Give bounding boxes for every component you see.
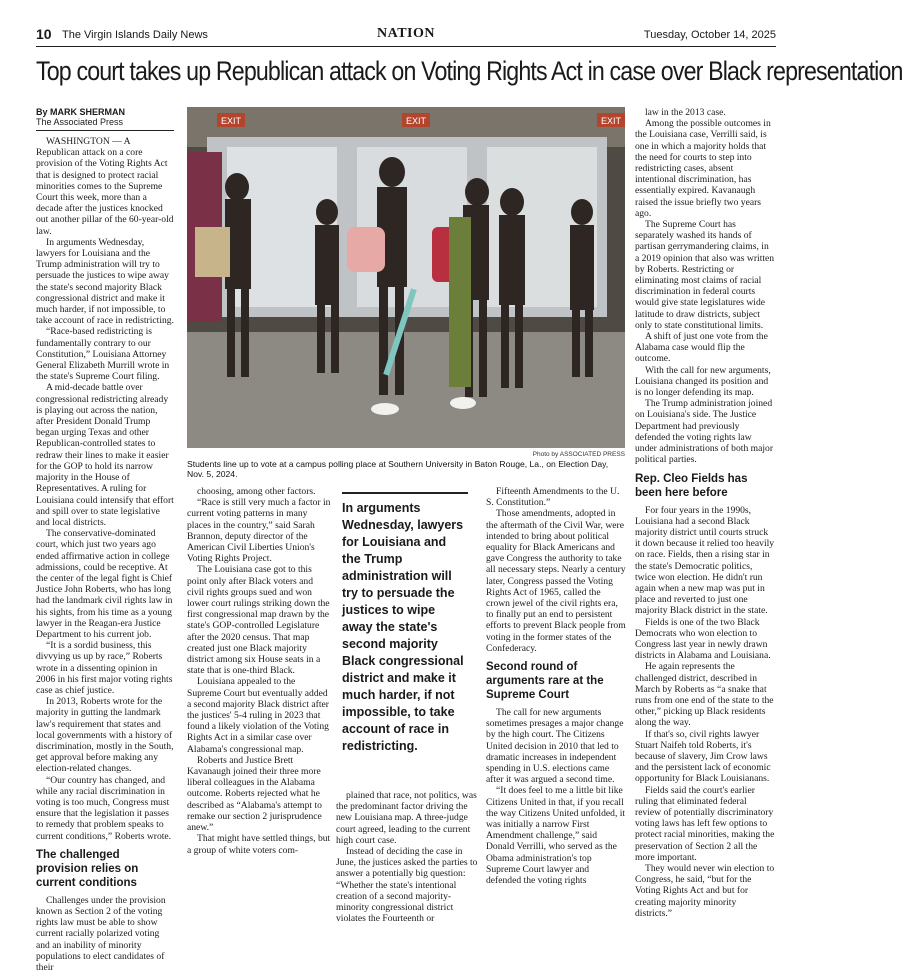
col5-body [635, 107, 775, 466]
paragraph: “Race is still very much a factor in current voting patterns in many places in the country,” said Sarah Brannon, deputy director of the American Civil Liberties Union's Voting Rights Project. [187, 497, 331, 565]
paragraph: Those amendments, adopted in the aftermath of the Civil War, were intended to bring about political equality for Black Americans and gave Congress the authority to take all necessary steps. Nearly a century later, Congress passed the Voting Rights Act of 1965, called the crown jewel of the civil rights era, to finally put an end to persistent efforts to prevent Black people from voting in the former states of the Confederacy. [486, 508, 626, 654]
paragraph: For four years in the 1990s, Louisiana had a second Black majority district until courts struck it down because it relied too heavily on race. Fields, then a rising star in the state's Democratic politics, twice won election. He didn't run again when a new map was put in place and reverted to just one majority Black district in the state. [635, 504, 775, 617]
paragraph: plained that race, not politics, was the predominant factor driving the new Louisiana map. A three-judge court agreed, leading to the current high court case. [336, 790, 477, 846]
paragraph: choosing, among other factors. [197, 486, 316, 497]
photo-caption: Students line up to vote at a campus polling place at Southern University in Baton Rouge, La., on Election Day, Nov. 5, 2024. [187, 459, 609, 479]
paragraph: They would never win election to Congress, he said, “but for the Voting Rights Act and but for creating majority minority districts.” [635, 863, 775, 919]
paragraph: He again represents the challenged district, described in March by Roberts as “a snake that runs from one end of the state to the other,” picking up Black residents along the way. [635, 661, 774, 729]
article-column-4 [486, 486, 626, 885]
paragraph: Instead of deciding the case in June, the justices asked the parties to answer a potentially big question: “Whether the state's intentional creation of a second majority-minority congressional district violates the Fourteenth or [336, 846, 478, 925]
exit-sign-left: EXIT [220, 116, 242, 126]
paragraph: Roberts and Justice Brett Kavanaugh joined their three more liberal colleagues in the Alabama outcome. Roberts rejected what he described as “Alabama's attempt to remake our section 2 jurisprudence anew.” [187, 754, 322, 834]
page-number: 10 [36, 26, 52, 42]
pull-quote: In arguments Wednesday, lawyers for Louisiana and the Trump administration will try to persuade the justices to wipe away the state's second majority Black congressional district and make it much harder, if not impossible, to take account of race in redistricting. [342, 492, 468, 755]
paragraph: “Race-based redistricting is fundamentally contrary to our Constitution,” Louisiana Attorney General Elizabeth Murrill wrote in the state's Supreme Court filing. [36, 326, 170, 383]
paragraph: That might have settled things, but a group of white voters com- [187, 833, 331, 856]
headline: Top court takes up Republican attack on Voting Rights Act in case over Black representation [36, 56, 903, 86]
col1-body-after [36, 895, 174, 973]
col1-body [36, 136, 174, 842]
paragraph: “It does feel to me a little bit like Citizens United in that, if you recall the way Citizens United unfolded, it was initially a narrow First Amendment challenge,” said Donald Verrilli, who served as the Obama administration's top Supreme Court lawyer and defended the voting rights [486, 785, 626, 887]
article-column-5 [635, 107, 775, 919]
paper-name: The Virgin Islands Daily News [62, 29, 208, 41]
byline: By MARK SHERMAN [36, 107, 126, 117]
paragraph: Among the possible outcomes in the Louisiana case, Verrilli said, is one in which a majority holds that the need for courts to step into redistricting cases, absent intentional discrimination, has essentially expired. Kavanaugh raised the issue briefly two years ago. [635, 118, 771, 219]
paragraph: If that's so, civil rights lawyer Stuart Naifeh told Roberts, it's because of slavery, Jim Crow laws and the persistent lack of economic opportunity for Black Louisianans. [635, 728, 771, 785]
article-column-1 [36, 107, 174, 973]
paragraph: A shift of just one vote from the Alabama case would flip the outcome. [635, 331, 768, 365]
exit-sign-center: EXIT [405, 116, 427, 126]
section-name: NATION [377, 26, 435, 41]
paragraph: WASHINGTON — A Republican attack on a core provision of the Voting Rights Act that is designed to protect racial minorities comes to the Supreme Court this week, more than a decade after the justices knocked out another pillar of the 60-year-old law. [36, 136, 174, 237]
photo-illustration [187, 107, 625, 448]
paragraph: The conservative-dominated court, which just two years ago ended affirmative action in college admissions, could be receptive. At the center of the legal fight is Chief Justice John Roberts, who has long had the landmark civil rights law in his sights, from his time as a young lawyer in the Reagan-era Justice Department to his current job. [36, 528, 173, 640]
paragraph: The Supreme Court has separately washed its hands of partisan gerrymandering claims, in a 2019 opinion that also was written by Roberts. Restricting or eliminating most claims of racial discrimination in federal courts would give state legislatures wide latitude to draw districts, subject only to state constitutional limits. [635, 219, 775, 331]
issue-date: Tuesday, October 14, 2025 [643, 29, 776, 41]
paragraph: With the call for new arguments, Louisiana changed its position and is no longer defending its map. [635, 364, 771, 399]
paragraph: Fields is one of the two Black Democrats who won election to Congress last year in newly drawn districts in Alabama and Louisiana. [635, 616, 771, 662]
paragraph: A mid-decade battle over congressional redistricting already is playing out across the nation, after President Donald Trump began urging Texas and other Republican-controlled states to redraw their lines to make it easier for the GOP to hold its narrow majority in the House of Representatives. A ruling for Louisiana could intensify that effort and spill over to state legislative and local districts. [36, 382, 174, 528]
photo-credit: Photo by ASSOCIATED PRESS [532, 451, 625, 458]
paragraph: In 2013, Roberts wrote for the majority in gutting the landmark law's requirement that states and local governments with a history of discrimination, mostly in the South, get approval before making any election-related changes. [36, 696, 174, 775]
paragraph: The Trump administration joined on Louisiana's side. The Justice Department had previously defended the voting rights law under administrations of both major political parties. [635, 398, 774, 466]
paragraph: In arguments Wednesday, lawyers for Louisiana and the Trump administration will try to persuade the justices to wipe away the state's second majority Black congressional district and make it much harder, if not impossible, to take account of race in redistricting. [36, 236, 174, 327]
col5-body-after [635, 505, 775, 920]
col4-body-after [486, 707, 626, 886]
subhead-second-round: Second round of arguments rare at the Supreme Court [486, 661, 604, 702]
page-header [36, 25, 776, 47]
paragraph: law in the 2013 case. [645, 107, 726, 118]
article-column-2 [187, 486, 331, 885]
exit-sign-right: EXIT [600, 116, 622, 126]
col4-body [486, 486, 626, 654]
article-column-3 [336, 790, 478, 925]
paragraph: Fifteenth Amendments to the U. S. Constitution.” [486, 486, 620, 509]
paragraph: The Louisiana case got to this point only after Black voters and civil rights groups sued and won lower court rulings striking down the first congressional map drawn by the state's GOP-controlled Legislature after the 2020 census. That map created just one Black majority district among six House seats in a state that is one-third Black. [187, 564, 330, 677]
paragraph: “It is a sordid business, this divvying us up by race,” Roberts wrote in a dissenting opinion in 2006 in his first major voting rights case as chief justice. [36, 640, 173, 696]
subhead-challenged-provision: The challenged provision relies on current conditions [36, 848, 139, 889]
paragraph: The call for new arguments sometimes presages a major change by the high court. The Citizens United decision in 2010 that led to dramatic increases in independent spending in U.S. elections came after it was argued a second time. [486, 707, 624, 786]
col2-body [187, 486, 331, 856]
paragraph: Fields said the court's earlier ruling that eliminated federal review of potentially discriminatory voting laws has left few options to protect racial minorities, making the preservation of Section 2 all the more important. [635, 784, 775, 863]
byline-affiliation: The Associated Press [36, 117, 174, 131]
col3-body [336, 790, 478, 924]
paragraph: Challenges under the provision known as Section 2 of the voting rights law must be able to show current racially polarized voting and an inability of minority populations to elect candidates of their [36, 894, 166, 973]
subhead-cleo-fields: Rep. Cleo Fields has been here before [635, 472, 748, 499]
paragraph: Louisiana appealed to the Supreme Court but eventually added a second majority Black district after the justices' 5-4 ruling in 2023 that found a likely violation of the Voting Rights Act in a similar case over Alabama's congressional map. [187, 676, 329, 755]
news-photo [187, 107, 625, 448]
paragraph: “Our country has changed, and while any racial discrimination in voting is too much, Congress must ensure that the legislation it passes to remedy that problem speaks to current conditions,” Roberts wrote. [36, 774, 172, 842]
